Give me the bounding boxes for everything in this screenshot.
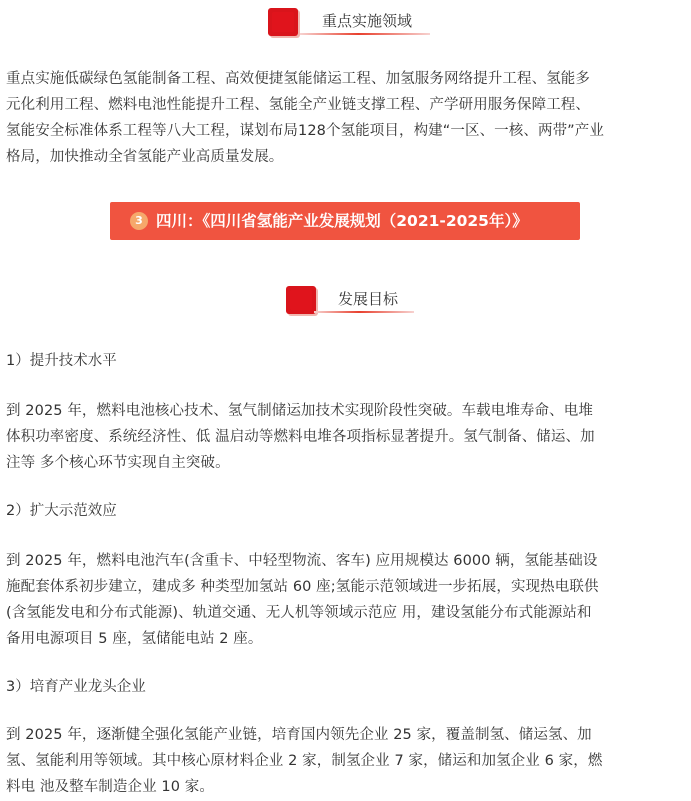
banner-title: 四川：《四川省氢能产业发展规划（2021-2025年）》 [156,212,528,230]
section-title: 发展目标 [338,290,399,308]
goal-body-2: 到 2025 年，燃料电池汽车(含重卡、中轻型物流、客车) 应用规模达 6000 辆，氢能基础设 施配套体系初步建立，建成多 种类型加氢站 60 座;氢能示范领域进一步拓展，实现热电联供 (含氢能发电和分布式能源)、轨道交通、无人机等领域示范应 用，建设氢能分布式能源站和 备用电源项目 5 座，氢储能电站 2 座。 [6,553,599,647]
goal-body-1: 到 2025 年，燃料电池核心技术、氢气制储运加技术实现阶段性突破。车载电堆寿命、电堆 体积功率密度、系统经济性、低 温启动等燃料电堆各项指标显著提升。氢气制备、储运、加 注等 多个核心环节实现自主突破。 [6,403,595,471]
red-square-icon [286,286,316,314]
section-heading-key-areas [0,4,691,44]
goal-heading-3: 3）培育产业龙头企业 [6,679,146,695]
key-areas-paragraph: 重点实施低碳绿色氢能制备工程、高效便捷氢能储运工程、加氢服务网络提升工程、氢能多 元化利用工程、燃料电池性能提升工程、氢能全产业链支撑工程、产学研用服务保障工程、 氢能安全标准体系工程等八大工程，谋划布局128个氢能项目，构建“一区、一核、两带”产业 格局，加快推动全省氢能产业高质量发展。 [6,71,604,165]
banner-number-badge: 3 [130,212,148,230]
goal-heading-2: 2）扩大示范效应 [6,503,117,519]
goal-body-3: 到 2025 年，逐渐健全强化氢能产业链，培育国内领先企业 25 家，覆盖制氢、储运氢、加 氢、氢能利用等领域。其中核心原材料企业 2 家，制氢企业 7 家，储运和加氢企业 6 家，燃 料电 池及整车制造企业 10 家。 [6,727,603,795]
section-title: 重点实施领域 [322,12,413,30]
red-square-icon [268,8,298,36]
goal-heading-1: 1）提升技术水平 [6,353,117,369]
section-underline [314,311,414,313]
section-heading-goals [0,282,691,322]
section-underline [300,33,430,35]
sichuan-plan-banner [110,202,580,240]
